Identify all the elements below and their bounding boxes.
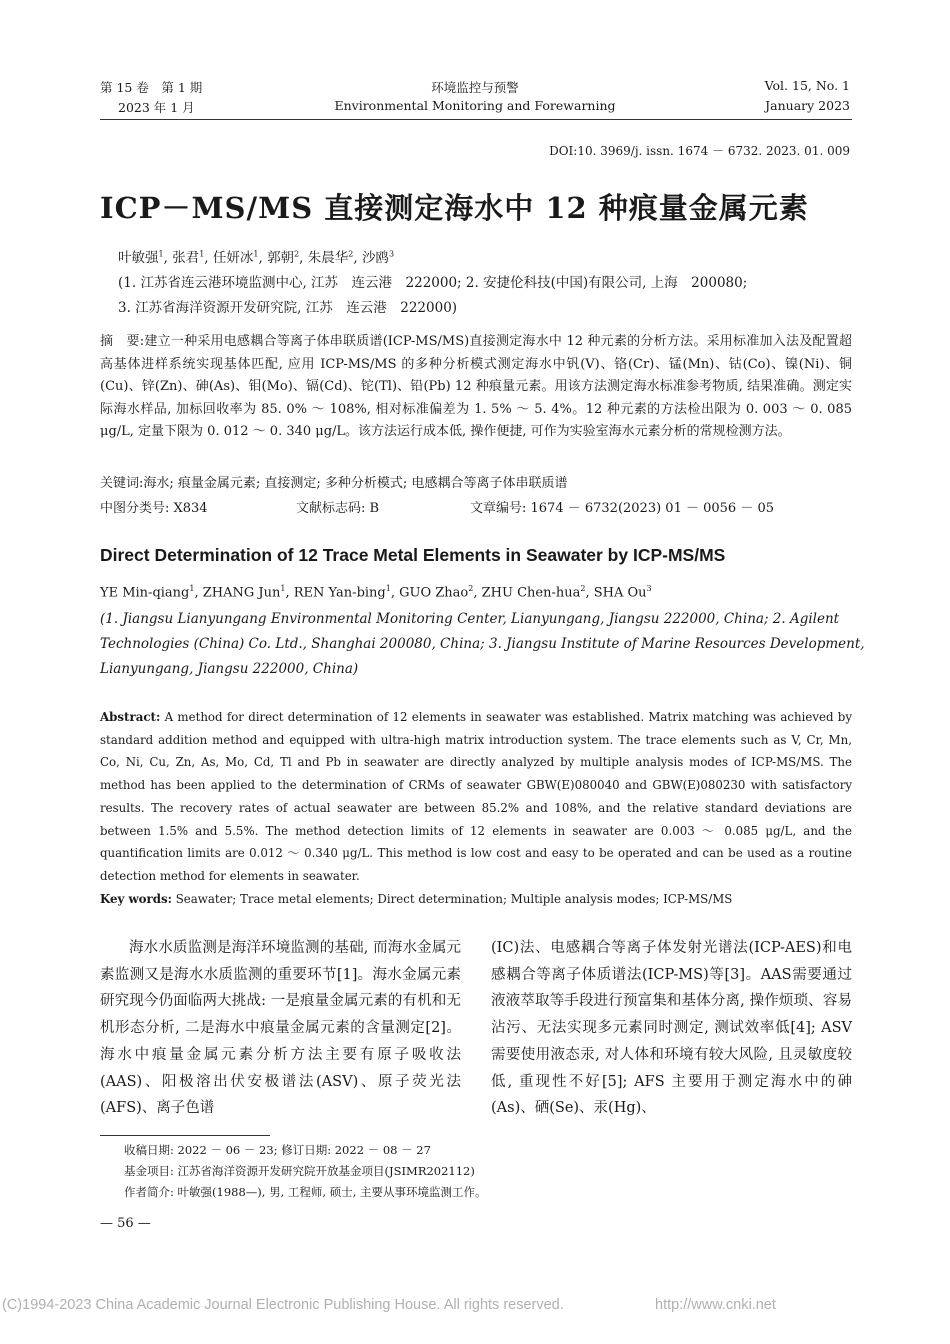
author-en: ZHU Chen-hua (481, 585, 581, 601)
author-cn: 沙鸥 (361, 250, 389, 266)
affil-en-line2: Technologies (China) Co. Ltd., Shanghai 200080, China; 3. Jiangsu Institute of Marine Resources Development, (100, 636, 865, 652)
body-left-column: 海水水质监测是海洋环境监测的基础, 而海水金属元素监测又是海水水质监测的重要环节[1]。海水金属元素研究现今仍面临两大挑战: 一是痕量金属元素的有机和无机形态分析, 二是海水中痕量金属元素的含量测定[2]。海水中痕量金属元素分析方法主要有原子吸收法(AAS)、阳极溶出伏安极谱法(ASV)、原子荧光法(AFS)、离子色谱 (100, 940, 461, 1117)
abstract-cn (100, 331, 852, 444)
author-en: REN Yan-bing (293, 585, 386, 601)
header-rule (100, 119, 852, 120)
author-en: GUO Zhao (399, 585, 469, 601)
authors-en: YE Min-qiang$^1$, ZHANG Jun$^1$, REN Yan-bing$^1$, GUO Zhao$^2$, ZHU Chen-hua$^2$, SHA Ou$^3$ (100, 584, 652, 601)
authors-cn: 叶敏强$^1$, 张君$^1$, 任妍冰$^1$, 郭朝$^2$, 朱晨华$^2$, 沙鸥$^3$ (118, 249, 395, 266)
article-number: 文章编号: 1674 － 6732(2023) 01 － 0056 － 05 (470, 501, 775, 516)
keywords-en-label: Key words: (100, 892, 172, 906)
author-cn: 叶敏强 (118, 250, 159, 266)
header-journal-en: Environmental Monitoring and Forewarning (334, 98, 616, 113)
abstract-en-label: Abstract: (100, 710, 161, 724)
footnote-dates: 收稿日期: 2022 － 06 － 23; 修订日期: 2022 － 08 － 27 (124, 1143, 431, 1157)
header-vol-en: Vol. 15, No. 1 (764, 78, 850, 93)
author-cn: 张君 (172, 250, 200, 266)
author-cn: 朱晨华 (307, 250, 349, 266)
affil-en-line1: (1. Jiangsu Lianyungang Environmental Monitoring Center, Lianyungang, Jiangsu 222000, China; 2. Agilent (100, 611, 840, 627)
author-en: YE Min-qiang (100, 585, 190, 601)
keywords-cn-label: 关键词: (100, 476, 144, 491)
abstract-en-text: A method for direct determination of 12 elements in seawater was established. Matrix matching was achieved by standard addition method and equipped with ultra-high matrix introduction system. The trace elements such as V, Cr, Mn, Co, Ni, Cu, Zn, As, Mo, Cd, Tl and Pb in seawater are directly analyzed by multiple analysis modes of ICP-MS/MS. The method has been applied to the determination of CRMs of seawater GBW(E)080040 and GBW(E)080230 with satisfactory results. The recovery rates of actual seawater are between 85.2% and 108%, and the relative standard deviations are between 1.5% and 5.5%. The method detection limits of 12 elements in seawater are 0.003 ～ 0.085 μg/L, and the quantification limits are 0.012 ～ 0.340 μg/L. This method is low cost and easy to be operated and can be used as a routine detection method for elements in seawater. (100, 710, 853, 883)
keywords-en (100, 892, 732, 906)
header-date-en: January 2023 (765, 98, 850, 113)
cnki-link[interactable]: http://www.cnki.net (655, 1297, 776, 1313)
author-cn: 郭朝 (267, 250, 295, 266)
keywords-cn (100, 472, 567, 491)
affil-cn-line2: 3. 江苏省海洋资源开发研究院, 江苏 连云港 222000) (118, 300, 458, 316)
keywords-cn-text: 海水; 痕量金属元素; 直接测定; 多种分析模式; 电感耦合等离子体串联质谱 (143, 476, 568, 491)
author-en: SHA Ou (593, 585, 647, 601)
title-cn: ICP－MS/MS 直接测定海水中 12 种痕量金属元素 (100, 191, 809, 225)
clc-number: 中图分类号: X834 (100, 501, 208, 516)
title-en: Direct Determination of 12 Trace Metal Elements in Seawater by ICP-MS/MS (100, 545, 726, 565)
doc-code: 文献标志码: B (296, 501, 380, 516)
abstract-cn-label: 摘 要: (100, 334, 145, 349)
copyright-footer: (C)1994-2023 China Academic Journal Electronic Publishing House. All rights reserved. (2, 1297, 564, 1313)
page-number: — 56 — (100, 1216, 151, 1231)
footnote-fund: 基金项目: 江苏省海洋资源开发研究院开放基金项目(JSIMR202112) (124, 1164, 475, 1178)
header-date: 2023 年 1 月 (118, 100, 195, 115)
author-cn: 任妍冰 (212, 250, 254, 266)
doi: DOI:10. 3969/j. issn. 1674 － 6732. 2023. 01. 009 (549, 144, 850, 158)
affil-cn-line1: (1. 江苏省连云港环境监测中心, 江苏 连云港 222000; 2. 安捷伦科技(中国)有限公司, 上海 200080; (118, 275, 748, 291)
body-right-column: (IC)法、电感耦合等离子体发射光谱法(ICP-AES)和电感耦合等离子体质谱法(ICP-MS)等[3]。AAS需要通过液液萃取等手段进行预富集和基体分离, 操作烦琐、容易沾污、无法实现多元素同时测定, 测试效率低[4]; ASV 需要使用液态汞, 对人体和环境有较大风险, 且灵敏度较低, 重现性不好[5]; AFS 主要用于测定海水中的砷(As)、硒(Se)、汞(Hg)、 (491, 940, 852, 1117)
abstract-cn-text: 建立一种采用电感耦合等离子体串联质谱(ICP-MS/MS)直接测定海水中 12 种元素的分析方法。采用标准加入法及配置超高基体进样系统实现基体匹配, 应用 ICP-MS/MS 的多种分析模式测定海水中钒(V)、铬(Cr)、锰(Mn)、钴(Co)、镍(Ni)、铜(Cu)、锌(Zn)、砷(As)、钼(Mo)、镉(Cd)、铊(Tl)、铅(Pb) 12 种痕量元素。用该方法测定海水标准参考物质, 结果准确。测定实际海水样品, 加标回收率为 85. 0% ～ 108%, 相对标准偏差为 1. 5% ～ 5. 4%。12 种元素的方法检出限为 0. 003 ～ 0. 085 μg/L, 定量下限为 0. 012 ～ 0. 340 μg/L。该方法运行成本低, 操作便捷, 可作为实验室海水元素分析的常规检测方法。 (100, 334, 852, 439)
footnote-rule (100, 1135, 270, 1136)
header-journal-cn: 环境监控与预警 (431, 80, 519, 95)
abstract-en (100, 706, 852, 888)
keywords-en-text: Seawater; Trace metal elements; Direct determination; Multiple analysis modes; ICP-MS/MS (175, 892, 733, 906)
affil-en-line3: Lianyungang, Jiangsu 222000, China) (100, 661, 359, 677)
footnote-author: 作者简介: 叶敏强(1988—), 男, 工程师, 硕士, 主要从事环境监测工作。 (124, 1185, 487, 1199)
author-en: ZHANG Jun (202, 585, 281, 601)
header-volume: 第 15 卷 第 1 期 (100, 80, 203, 95)
